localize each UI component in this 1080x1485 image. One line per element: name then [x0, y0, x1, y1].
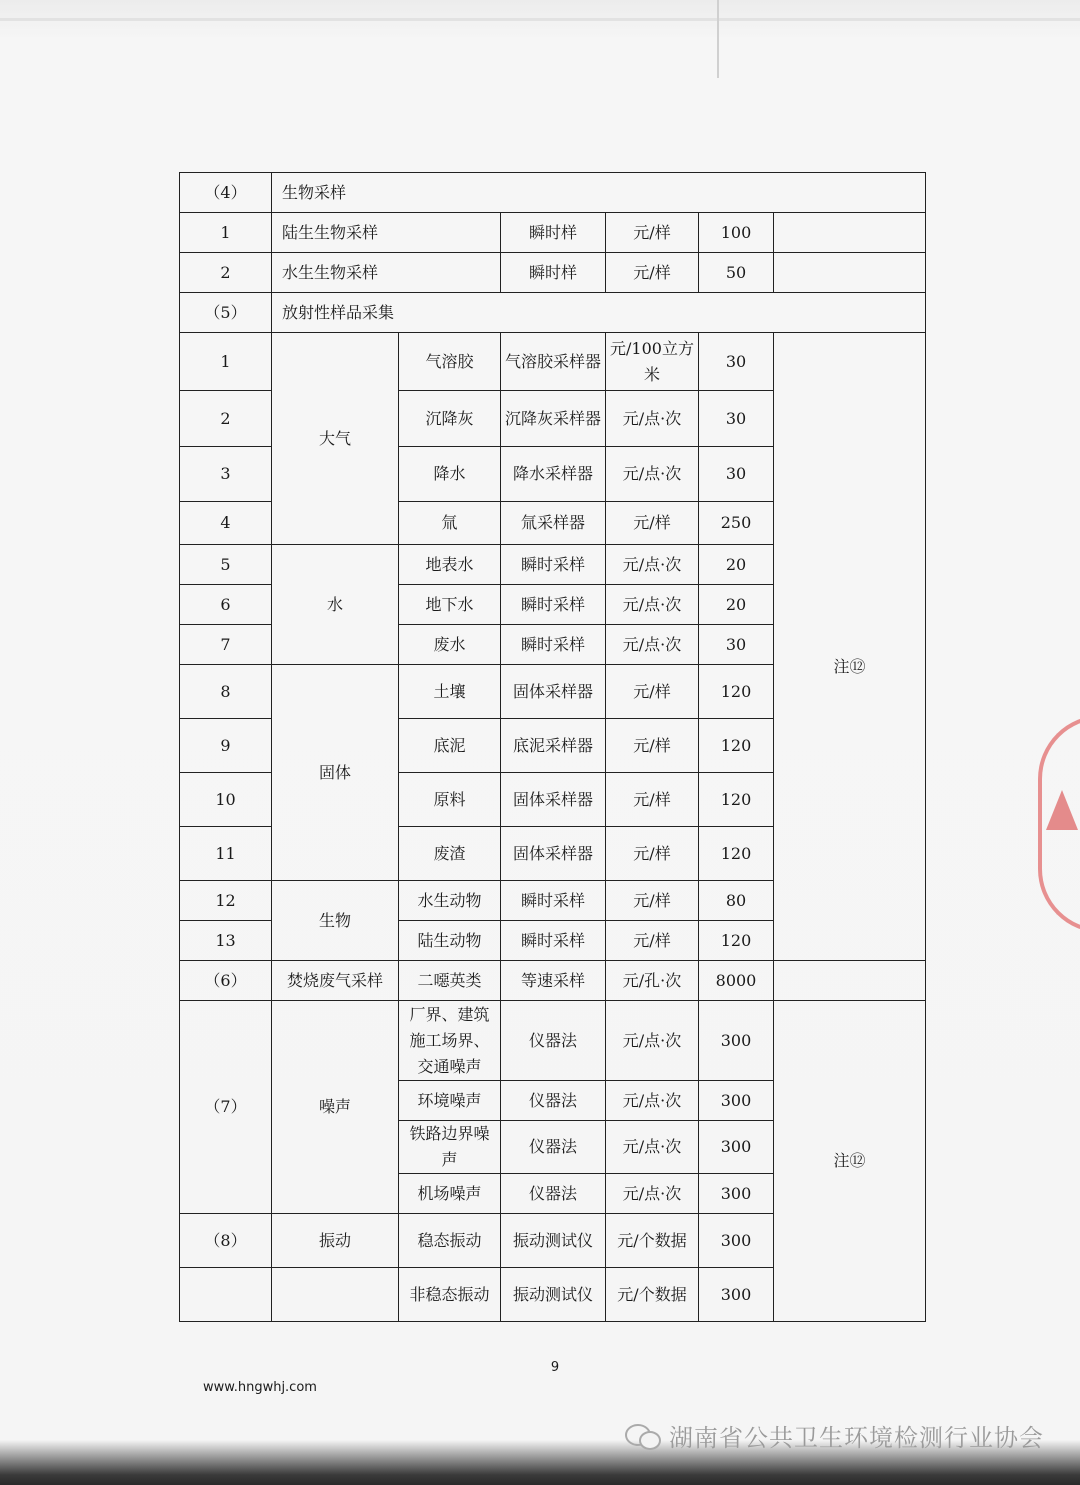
table-cell: 气溶胶采样器	[501, 333, 606, 391]
table-cell: 焚烧废气采样	[272, 961, 399, 1001]
table-cell: 300	[699, 1174, 774, 1214]
table-cell: 元/点·次	[606, 391, 699, 447]
table-cell: 120	[699, 921, 774, 961]
table-cell: 元/点·次	[606, 545, 699, 585]
table-row	[180, 213, 926, 253]
table-cell: 底泥	[399, 719, 501, 773]
table-cell: 元/点·次	[606, 1121, 699, 1174]
table-cell: 8000	[699, 961, 774, 1001]
table-cell: 废水	[399, 625, 501, 665]
table-cell: 瞬时样	[501, 213, 606, 253]
table-cell: 等速采样	[501, 961, 606, 1001]
scan-artifact-line	[0, 18, 1080, 21]
table-cell: 气溶胶	[399, 333, 501, 391]
table-cell: 陆生动物	[399, 921, 501, 961]
table-cell: 100	[699, 213, 774, 253]
table-cell: 地表水	[399, 545, 501, 585]
table-cell: 元/100立方米	[606, 333, 699, 391]
red-seal-star	[1046, 790, 1078, 830]
table-cell: 120	[699, 665, 774, 719]
table-cell: 瞬时样	[501, 253, 606, 293]
table-cell: 11	[180, 827, 272, 881]
table-cell: 水生动物	[399, 881, 501, 921]
table-cell: 13	[180, 921, 272, 961]
website-url: www.hngwhj.com	[203, 1380, 317, 1395]
table-cell: 1	[180, 213, 272, 253]
table-cell: 元/样	[606, 719, 699, 773]
table-cell: 瞬时采样	[501, 545, 606, 585]
table-cell: 铁路边界噪声	[399, 1121, 501, 1174]
table-cell: 元/点·次	[606, 1001, 699, 1081]
table-cell: 厂界、建筑施工场界、交通噪声	[399, 1001, 501, 1081]
table-cell: 元/样	[606, 921, 699, 961]
page-number: 9	[550, 1360, 560, 1375]
wechat-icon	[625, 1422, 661, 1450]
table-row	[180, 333, 926, 391]
table-cell: 元/点·次	[606, 1081, 699, 1121]
table-cell: 生物	[272, 881, 399, 961]
table-cell: 元/点·次	[606, 447, 699, 502]
table-cell: 8	[180, 665, 272, 719]
table-cell: 降水	[399, 447, 501, 502]
table-cell: 瞬时采样	[501, 881, 606, 921]
table-row	[180, 961, 926, 1001]
watermark-text: 湖南省公共卫生环境检测行业协会	[669, 1424, 1044, 1452]
table-cell	[774, 961, 926, 1001]
table-cell: 30	[699, 447, 774, 502]
table-cell: 仪器法	[501, 1001, 606, 1081]
table-cell: （6）	[180, 961, 272, 1001]
table-cell: 120	[699, 773, 774, 827]
table-cell: 固体采样器	[501, 827, 606, 881]
fee-table	[179, 172, 926, 1322]
table-row	[180, 173, 926, 213]
table-cell: 固体	[272, 665, 399, 881]
note-label: 注⑫	[833, 656, 866, 676]
table-cell: 300	[699, 1268, 774, 1322]
table-cell: 元/个数据	[606, 1214, 699, 1268]
table-cell: 废渣	[399, 827, 501, 881]
table-cell: 20	[699, 545, 774, 585]
table-cell: 降水采样器	[501, 447, 606, 502]
table-cell: 300	[699, 1081, 774, 1121]
table-cell: 30	[699, 391, 774, 447]
table-cell: 元/点·次	[606, 625, 699, 665]
table-cell: 仪器法	[501, 1174, 606, 1214]
table-cell: 5	[180, 545, 272, 585]
table-cell: 元/个数据	[606, 1268, 699, 1322]
table-row	[180, 253, 926, 293]
table-cell: 2	[180, 391, 272, 447]
table-cell: 20	[699, 585, 774, 625]
table-cell: 固体采样器	[501, 773, 606, 827]
table-cell	[272, 1268, 399, 1322]
table-cell	[180, 1268, 272, 1322]
table-cell: 元/样	[606, 253, 699, 293]
table-cell: 50	[699, 253, 774, 293]
table-cell: 水	[272, 545, 399, 665]
table-cell: 振动测试仪	[501, 1268, 606, 1322]
table-cell: 12	[180, 881, 272, 921]
table-cell: 元/样	[606, 881, 699, 921]
table-cell: 元/点·次	[606, 585, 699, 625]
table-cell: （7）	[180, 1001, 272, 1214]
table-cell: 大气	[272, 333, 399, 545]
table-cell: 仪器法	[501, 1121, 606, 1174]
table-cell: 9	[180, 719, 272, 773]
table-cell: 仪器法	[501, 1081, 606, 1121]
table-cell: 瞬时采样	[501, 625, 606, 665]
table-cell: 沉降灰采样器	[501, 391, 606, 447]
table-cell: 底泥采样器	[501, 719, 606, 773]
table-cell: 沉降灰	[399, 391, 501, 447]
table-cell: 元/样	[606, 665, 699, 719]
fee-table-body	[180, 173, 926, 1322]
table-cell: 瞬时采样	[501, 585, 606, 625]
table-cell: 1	[180, 333, 272, 391]
table-cell: 3	[180, 447, 272, 502]
table-cell: 30	[699, 333, 774, 391]
table-cell	[774, 333, 926, 961]
scan-fold-mark	[717, 0, 719, 78]
table-row	[180, 1001, 926, 1081]
table-cell: 300	[699, 1214, 774, 1268]
table-cell: 非稳态振动	[399, 1268, 501, 1322]
table-cell: 原料	[399, 773, 501, 827]
table-cell: 振动测试仪	[501, 1214, 606, 1268]
table-cell: 30	[699, 625, 774, 665]
table-cell: 2	[180, 253, 272, 293]
table-cell: 瞬时采样	[501, 921, 606, 961]
table-cell: 80	[699, 881, 774, 921]
table-cell: 120	[699, 719, 774, 773]
table-cell: 氚采样器	[501, 502, 606, 545]
table-cell	[774, 213, 926, 253]
table-cell: 元/样	[606, 773, 699, 827]
table-cell: 水生生物采样	[272, 253, 501, 293]
table-cell: 稳态振动	[399, 1214, 501, 1268]
table-cell: 氚	[399, 502, 501, 545]
table-cell: 6	[180, 585, 272, 625]
table-cell: 4	[180, 502, 272, 545]
table-cell: （8）	[180, 1214, 272, 1268]
table-cell: （5）	[180, 293, 272, 333]
table-cell: 7	[180, 625, 272, 665]
table-cell: 注⑫	[774, 1001, 926, 1322]
table-cell: 元/样	[606, 827, 699, 881]
table-cell: 元/样	[606, 213, 699, 253]
table-cell: 环境噪声	[399, 1081, 501, 1121]
table-cell: 地下水	[399, 585, 501, 625]
table-cell: 二噁英类	[399, 961, 501, 1001]
table-cell: 300	[699, 1121, 774, 1174]
table-cell: 元/点·次	[606, 1174, 699, 1214]
table-cell: 土壤	[399, 665, 501, 719]
table-cell: 放射性样品采集	[272, 293, 926, 333]
table-cell: 元/孔·次	[606, 961, 699, 1001]
table-cell: 120	[699, 827, 774, 881]
table-cell: 生物采样	[272, 173, 926, 213]
table-cell	[774, 253, 926, 293]
wechat-watermark	[625, 1418, 1044, 1453]
table-cell: 元/样	[606, 502, 699, 545]
table-row	[180, 293, 926, 333]
table-cell: 机场噪声	[399, 1174, 501, 1214]
table-cell: 250	[699, 502, 774, 545]
table-cell: 300	[699, 1001, 774, 1081]
table-cell: 噪声	[272, 1001, 399, 1214]
table-cell: 陆生生物采样	[272, 213, 501, 253]
table-cell: （4）	[180, 173, 272, 213]
table-cell: 固体采样器	[501, 665, 606, 719]
table-cell: 10	[180, 773, 272, 827]
table-cell: 振动	[272, 1214, 399, 1268]
